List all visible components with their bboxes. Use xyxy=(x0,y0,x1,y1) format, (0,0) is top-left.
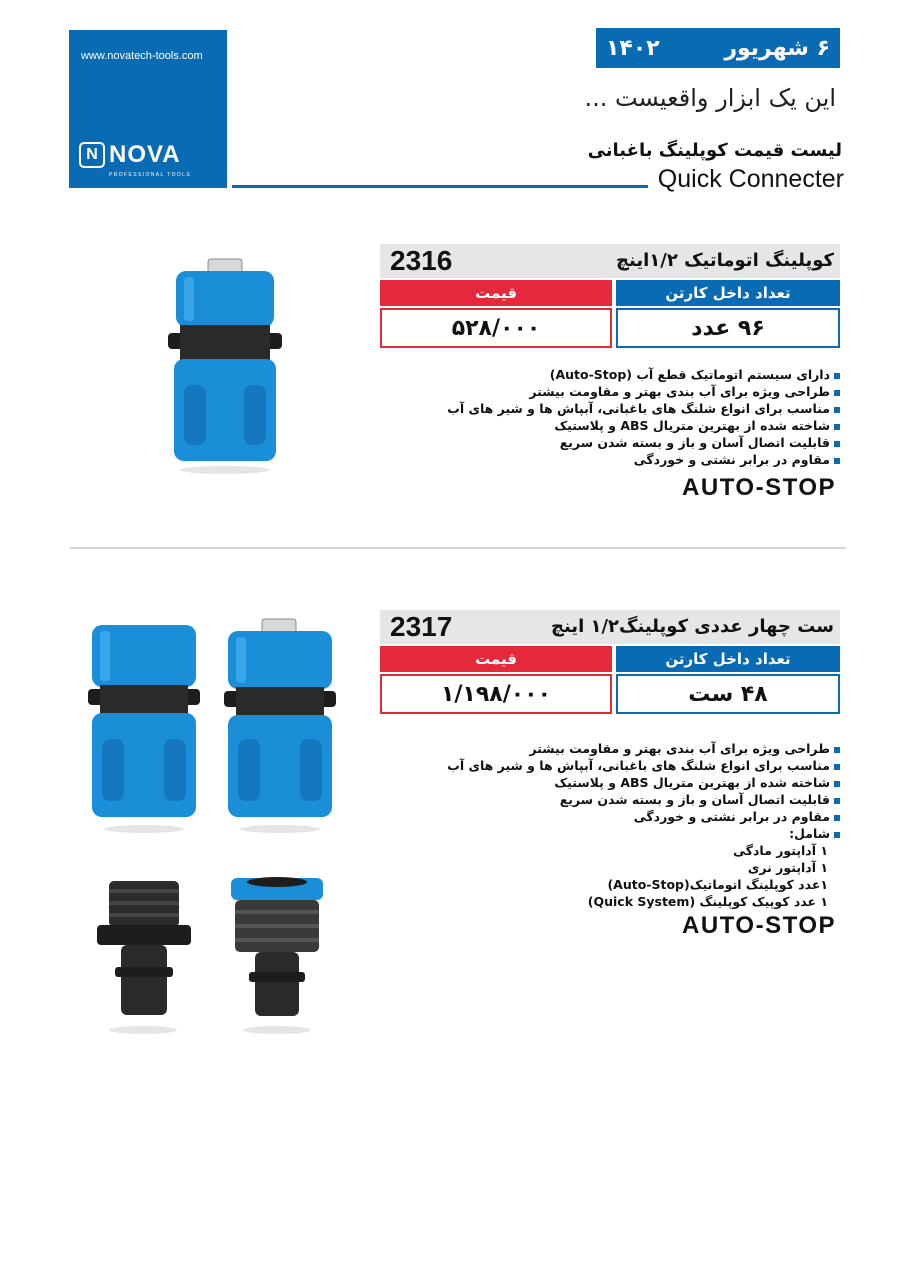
bullet-icon xyxy=(834,407,840,413)
tagline: این یک ابزار واقعیست ... xyxy=(584,84,836,112)
product-2317-auto-coupling-image xyxy=(220,615,340,837)
date-banner xyxy=(596,28,840,68)
count-label: تعداد داخل کارتن xyxy=(616,646,840,672)
include-item: ۱ آداپتور نری xyxy=(747,860,828,875)
product-name: ست چهار عددی کوپلینگ۱/۲ اینچ xyxy=(550,616,834,637)
include-item: ۱ آداپتور مادگی xyxy=(733,843,828,858)
count-value: ۴۸ ست xyxy=(616,674,840,714)
date-year: ۱۴۰۲ xyxy=(606,35,660,61)
product-2317-male-adapter-image xyxy=(95,875,195,1040)
include-item: ۱ عدد کوپیک کوپلینگ (Quick System) xyxy=(587,894,828,909)
feature-item: طراحی ویژه برای آب بندی بهتر و مقاومت بیشتر xyxy=(447,383,840,400)
section-divider xyxy=(70,547,846,549)
bullet-icon xyxy=(834,815,840,821)
product-code: 2316 xyxy=(390,245,453,276)
product-2316-image xyxy=(160,255,290,480)
date-day-month: ۶ شهریور xyxy=(724,35,830,61)
feature-item: مقاوم در برابر نشتی و خوردگی xyxy=(447,808,840,825)
product-2317-tap-adapter-image xyxy=(225,870,330,1040)
feature-item: طراحی ویژه برای آب بندی بهتر و مقاومت بیشتر xyxy=(447,740,840,757)
feature-item: دارای سیستم اتوماتیک قطع آب (Auto-Stop) xyxy=(447,366,840,383)
feature-item: مناسب برای انواع شلنگ های باغبانی، آبپاش ها و شیر های آب xyxy=(447,757,840,774)
product-code: 2317 xyxy=(390,611,453,642)
include-item: ۱عدد کوپلینگ اتوماتیک(Auto-Stop) xyxy=(607,877,828,892)
header-underline xyxy=(232,185,648,188)
count-label: تعداد داخل کارتن xyxy=(616,280,840,306)
price-label: قیمت xyxy=(380,646,612,672)
price-value: ۵۲۸/۰۰۰ xyxy=(380,308,612,348)
list-subtitle: Quick Connecter xyxy=(657,165,844,193)
feature-item: مقاوم در برابر نشتی و خوردگی xyxy=(447,451,840,468)
bullet-icon xyxy=(834,781,840,787)
website-url: www.novatech-tools.com xyxy=(81,50,203,62)
brand-subtitle: PROFESSIONAL TOOLS xyxy=(109,172,192,178)
feature-item: شاخته شده از بهترین متریال ABS و پلاستیک xyxy=(447,417,840,434)
product-2316-features xyxy=(447,366,840,468)
product-2317-features xyxy=(447,740,840,910)
auto-stop-badge: AUTO-STOP xyxy=(682,474,836,501)
bullet-icon xyxy=(834,441,840,447)
brand-logo-panel xyxy=(69,30,227,188)
feature-item: قابلیت اتصال آسان و باز و بسته شدن سریع xyxy=(447,791,840,808)
list-title: لیست قیمت کوپلینگ باغبانی xyxy=(587,140,842,161)
product-2316 xyxy=(380,244,840,348)
product-header xyxy=(380,244,840,278)
bullet-icon xyxy=(834,458,840,464)
brand-name: NOVA xyxy=(109,141,181,168)
feature-item: شامل: xyxy=(447,825,840,842)
feature-item: شاخته شده از بهترین متریال ABS و پلاستیک xyxy=(447,774,840,791)
brand-shield-icon: N xyxy=(79,142,105,168)
product-name: کوپلینگ اتوماتیک ۱/۲اینچ xyxy=(616,250,834,271)
bullet-icon xyxy=(834,764,840,770)
price-label: قیمت xyxy=(380,280,612,306)
feature-item: مناسب برای انواع شلنگ های باغبانی، آبپاش ها و شیر های آب xyxy=(447,400,840,417)
bullet-icon xyxy=(834,747,840,753)
price-value: ۱/۱۹۸/۰۰۰ xyxy=(380,674,612,714)
bullet-icon xyxy=(834,373,840,379)
bullet-icon xyxy=(834,424,840,430)
bullet-icon xyxy=(834,832,840,838)
product-header xyxy=(380,610,840,644)
product-2317 xyxy=(380,610,840,714)
bullet-icon xyxy=(834,390,840,396)
product-2317-coupling-image xyxy=(84,615,204,837)
bullet-icon xyxy=(834,798,840,804)
feature-item: قابلیت اتصال آسان و باز و بسته شدن سریع xyxy=(447,434,840,451)
count-value: ۹۶ عدد xyxy=(616,308,840,348)
brand-logo xyxy=(79,142,181,168)
auto-stop-badge: AUTO-STOP xyxy=(682,912,836,939)
